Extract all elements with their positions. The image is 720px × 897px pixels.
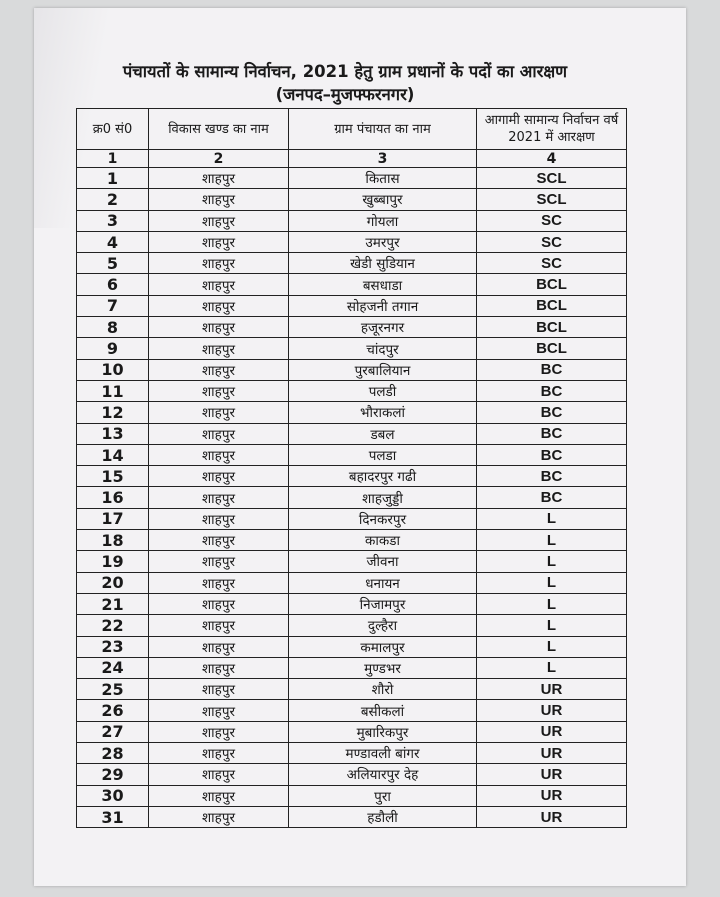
village-cell: अलियारपुर देह	[289, 764, 477, 785]
village-cell: बसधाडा	[289, 274, 477, 295]
document-title	[95, 60, 595, 106]
table-row	[77, 679, 627, 700]
block-cell: शाहपुर	[149, 359, 289, 380]
village-cell: चांदपुर	[289, 338, 477, 359]
block-cell: शाहपुर	[149, 231, 289, 252]
column-number-row	[77, 150, 627, 168]
block-cell: शाहपुर	[149, 380, 289, 401]
serial-cell: 2	[77, 189, 149, 210]
serial-cell: 13	[77, 423, 149, 444]
reservation-cell: BC	[477, 444, 627, 465]
block-cell: शाहपुर	[149, 679, 289, 700]
table-row	[77, 487, 627, 508]
table-row	[77, 338, 627, 359]
serial-cell: 11	[77, 380, 149, 401]
serial-cell: 10	[77, 359, 149, 380]
table-row	[77, 551, 627, 572]
header-row	[77, 109, 627, 150]
column-number: 1	[77, 150, 149, 168]
serial-cell: 9	[77, 338, 149, 359]
table-row	[77, 700, 627, 721]
serial-cell: 19	[77, 551, 149, 572]
serial-cell: 18	[77, 530, 149, 551]
reservation-cell: BC	[477, 402, 627, 423]
village-cell: काकडा	[289, 530, 477, 551]
title-line-1: पंचायतों के सामान्य निर्वाचन, 2021 हेतु ग्राम प्रधानों के पदों का आरक्षण	[122, 62, 568, 81]
village-cell: सोहजनी तगान	[289, 295, 477, 316]
block-cell: शाहपुर	[149, 508, 289, 529]
table-row	[77, 317, 627, 338]
block-cell: शाहपुर	[149, 785, 289, 806]
village-cell: मण्डावली बांगर	[289, 743, 477, 764]
village-cell: गोयला	[289, 210, 477, 231]
table-row	[77, 636, 627, 657]
serial-cell: 22	[77, 615, 149, 636]
header-village: ग्राम पंचायत का नाम	[289, 109, 477, 150]
table-row	[77, 210, 627, 231]
block-cell: शाहपुर	[149, 253, 289, 274]
table-row	[77, 359, 627, 380]
reservation-cell: SCL	[477, 189, 627, 210]
village-cell: धनायन	[289, 572, 477, 593]
reservation-cell: L	[477, 615, 627, 636]
village-cell: भौराकलां	[289, 402, 477, 423]
reservation-cell: L	[477, 572, 627, 593]
block-cell: शाहपुर	[149, 572, 289, 593]
table-row	[77, 380, 627, 401]
reservation-cell: BC	[477, 380, 627, 401]
reservation-cell: BCL	[477, 317, 627, 338]
reservation-cell: BC	[477, 466, 627, 487]
table-row	[77, 785, 627, 806]
reservation-cell: UR	[477, 764, 627, 785]
block-cell: शाहपुर	[149, 317, 289, 338]
serial-cell: 12	[77, 402, 149, 423]
block-cell: शाहपुर	[149, 189, 289, 210]
serial-cell: 27	[77, 721, 149, 742]
village-cell: खुब्बापुर	[289, 189, 477, 210]
table-row	[77, 444, 627, 465]
reservation-cell: L	[477, 657, 627, 678]
block-cell: शाहपुर	[149, 168, 289, 189]
village-cell: कमालपुर	[289, 636, 477, 657]
table-row	[77, 253, 627, 274]
village-cell: डबल	[289, 423, 477, 444]
reservation-cell: BCL	[477, 274, 627, 295]
block-cell: शाहपुर	[149, 721, 289, 742]
reservation-cell: UR	[477, 806, 627, 827]
block-cell: शाहपुर	[149, 423, 289, 444]
reservation-cell: L	[477, 530, 627, 551]
table-row	[77, 657, 627, 678]
block-cell: शाहपुर	[149, 764, 289, 785]
block-cell: शाहपुर	[149, 551, 289, 572]
serial-cell: 1	[77, 168, 149, 189]
reservation-cell: BC	[477, 487, 627, 508]
serial-cell: 14	[77, 444, 149, 465]
village-cell: शौरो	[289, 679, 477, 700]
serial-cell: 21	[77, 593, 149, 614]
serial-cell: 8	[77, 317, 149, 338]
table-row	[77, 572, 627, 593]
column-number: 4	[477, 150, 627, 168]
block-cell: शाहपुर	[149, 444, 289, 465]
serial-cell: 20	[77, 572, 149, 593]
reservation-cell: L	[477, 551, 627, 572]
reservation-cell: BC	[477, 359, 627, 380]
header-serial: क्र0 सं0	[77, 109, 149, 150]
reservation-cell: L	[477, 508, 627, 529]
village-cell: हजूरनगर	[289, 317, 477, 338]
reservation-cell: SC	[477, 210, 627, 231]
table-row	[77, 593, 627, 614]
serial-cell: 23	[77, 636, 149, 657]
serial-cell: 4	[77, 231, 149, 252]
village-cell: कितास	[289, 168, 477, 189]
reservation-cell: UR	[477, 721, 627, 742]
village-cell: खेडी सुडियान	[289, 253, 477, 274]
table-row	[77, 721, 627, 742]
table-row	[77, 806, 627, 827]
table-row	[77, 743, 627, 764]
reservation-cell: BCL	[477, 295, 627, 316]
block-cell: शाहपुर	[149, 806, 289, 827]
village-cell: पलडी	[289, 380, 477, 401]
reservation-cell: BC	[477, 423, 627, 444]
block-cell: शाहपुर	[149, 338, 289, 359]
table-row	[77, 189, 627, 210]
serial-cell: 28	[77, 743, 149, 764]
village-cell: पुरा	[289, 785, 477, 806]
table-row	[77, 295, 627, 316]
block-cell: शाहपुर	[149, 657, 289, 678]
village-cell: मुण्डभर	[289, 657, 477, 678]
block-cell: शाहपुर	[149, 593, 289, 614]
village-cell: मुबारिकपुर	[289, 721, 477, 742]
serial-cell: 15	[77, 466, 149, 487]
table-row	[77, 508, 627, 529]
serial-cell: 31	[77, 806, 149, 827]
village-cell: पलडा	[289, 444, 477, 465]
block-cell: शाहपुर	[149, 743, 289, 764]
village-cell: हडौली	[289, 806, 477, 827]
reservation-cell: SCL	[477, 168, 627, 189]
reservation-cell: UR	[477, 679, 627, 700]
table-row	[77, 764, 627, 785]
village-cell: शाहजुड्डी	[289, 487, 477, 508]
table-row	[77, 466, 627, 487]
table-row	[77, 168, 627, 189]
reservation-cell: SC	[477, 253, 627, 274]
serial-cell: 30	[77, 785, 149, 806]
village-cell: निजामपुर	[289, 593, 477, 614]
village-cell: जीवना	[289, 551, 477, 572]
block-cell: शाहपुर	[149, 402, 289, 423]
block-cell: शाहपुर	[149, 636, 289, 657]
block-cell: शाहपुर	[149, 615, 289, 636]
header-reservation: आगामी सामान्य निर्वाचन वर्ष 2021 में आरक्षण	[477, 109, 627, 150]
table-row	[77, 615, 627, 636]
serial-cell: 26	[77, 700, 149, 721]
block-cell: शाहपुर	[149, 466, 289, 487]
village-cell: बहादरपुर गढी	[289, 466, 477, 487]
reservation-cell: L	[477, 593, 627, 614]
table-row	[77, 231, 627, 252]
block-cell: शाहपुर	[149, 487, 289, 508]
block-cell: शाहपुर	[149, 210, 289, 231]
table-row	[77, 402, 627, 423]
table-row	[77, 530, 627, 551]
serial-cell: 7	[77, 295, 149, 316]
reservation-cell: UR	[477, 785, 627, 806]
table-row	[77, 274, 627, 295]
village-cell: दुल्हैरा	[289, 615, 477, 636]
serial-cell: 3	[77, 210, 149, 231]
serial-cell: 25	[77, 679, 149, 700]
serial-cell: 6	[77, 274, 149, 295]
reservation-cell: UR	[477, 743, 627, 764]
reservation-cell: L	[477, 636, 627, 657]
reservation-cell: BCL	[477, 338, 627, 359]
table-body	[77, 168, 627, 828]
serial-cell: 29	[77, 764, 149, 785]
village-cell: बसीकलां	[289, 700, 477, 721]
block-cell: शाहपुर	[149, 295, 289, 316]
serial-cell: 5	[77, 253, 149, 274]
column-number: 2	[149, 150, 289, 168]
reservation-cell: UR	[477, 700, 627, 721]
reservation-table	[76, 108, 627, 828]
title-line-2: (जनपद–मुजफ्फरनगर)	[275, 85, 415, 104]
table-row	[77, 423, 627, 444]
reservation-cell: SC	[477, 231, 627, 252]
block-cell: शाहपुर	[149, 700, 289, 721]
serial-cell: 24	[77, 657, 149, 678]
village-cell: पुरबालियान	[289, 359, 477, 380]
block-cell: शाहपुर	[149, 530, 289, 551]
village-cell: उमरपुर	[289, 231, 477, 252]
block-cell: शाहपुर	[149, 274, 289, 295]
serial-cell: 17	[77, 508, 149, 529]
column-number: 3	[289, 150, 477, 168]
header-block: विकास खण्ड का नाम	[149, 109, 289, 150]
village-cell: दिनकरपुर	[289, 508, 477, 529]
serial-cell: 16	[77, 487, 149, 508]
